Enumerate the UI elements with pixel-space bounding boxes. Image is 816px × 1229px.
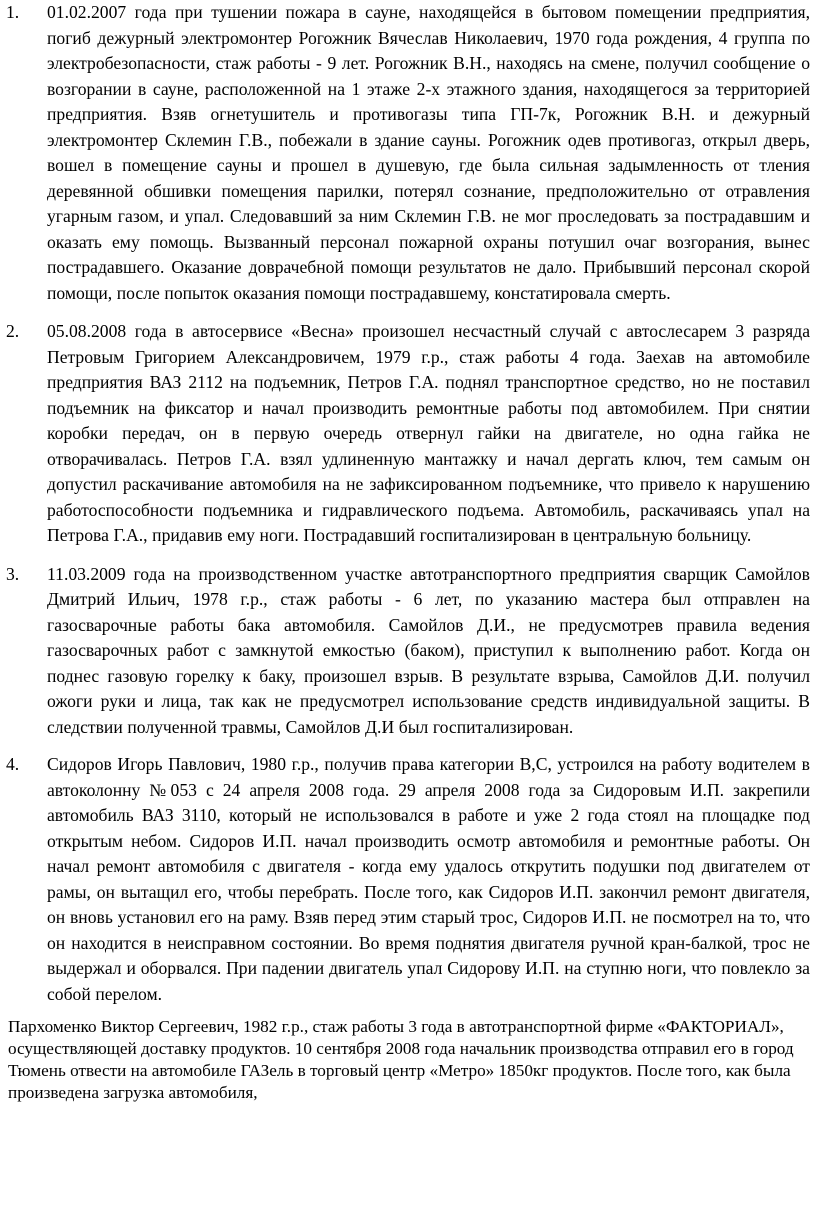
case-description: 11.03.2009 года на производственном участке автотранспортного предприятия сварщик Самойлов Дмитрий Ильич, 1978 г.р., стаж работы - 6 лет, по указанию мастера был отправлен на газосварочные работы бака автомобиля. Самойлов Д.И., не предусмотрев правила ведения газосварочных работ с замкнутой емкостью (баком), приступил к выполнению работ. Когда он поднес газовую горелку к баку, произошел взрыв. В результате взрыва, Самойлов Д.И. получил ожоги руки и лица, так как не предусмотрел использование средств индивидуальной защиты. В следствии полученной травмы, Самойлов Д.И был госпитализирован. — [47, 563, 810, 737]
case-description: 01.02.2007 года при тушении пожара в сауне, находящейся в бытовом помещении предприятия, погиб дежурный электромонтер Рогожник Вячеслав Николаевич, 1970 года рождения, 4 группа по электробезопасности, стаж работы - 9 лет. Рогожник В.Н., находясь на смене, получил сообщение о возгорании в сауне, расположенной на 1 этаже 2-х этажного здания, находящегося за территорией предприятия. Взяв огнетушитель и противогазы типа ГП-7к, Рогожник В.Н. и дежурный электромонтер Склемин Г.В., побежали в здание сауны. Рогожник одев противогаз, открыл дверь, вошел в помещение сауны и прошел в душевую, где была сильная задымленность от тления деревянной обшивки помещения парилки, потерял сознание, предположительно от отравления угарным газом, и упал. Следовавший за ним Склемин Г.В. не мог проследовать за пострадавшим и оказать ему помощь. Вызванный персонал пожарной охраны потушил очаг возгорания, вынес пострадавшего. Оказание доврачебной помощи результатов не дало. Прибывший персонал скорой помощи, после попыток оказания помощи пострадавшему, констатировала смерть. — [47, 2, 810, 303]
tail-paragraph: Пархоменко Виктор Сергеевич, 1982 г.р., стаж работы 3 года в автотранспортной фирме «ФАКТОРИАЛ», осуществляющей доставку продуктов. 10 сентября 2008 года начальник производства отправил его в город Тюмень отвести на автомобиле ГАЗель в торговый центр «Метро» 1850кг продуктов. После того, как была произведена загрузка автомобиля, — [8, 1017, 794, 1102]
list-item-number: 2. — [6, 321, 20, 341]
case-description: Сидоров Игорь Павлович, 1980 г.р., получив права категории В,С, устроился на работу водителем в автоколонну №053 с 24 апреля 2008 года. 29 апреля 2008 года за Сидоровым И.П. закрепили автомобиль ВАЗ 3110, который не использовался в работе и уже 2 года стоял на площадке под открытым небом. Сидоров И.П. начал производить осмотр автомобиля и ремонтные работы. Он начал ремонт автомобиля с двигателя - когда ему удалось открутить подушки под двигателем от рамы, он вытащил его, чтобы перебрать. После того, как Сидоров И.П. закончил ремонт двигателя, он вновь установил его на раму. Взяв перед этим старый трос, Сидоров И.П. не посмотрел на то, что он находится в неисправном состоянии. Во время поднятия двигателя ручной кран-балкой, трос не выдержал и оборвался. При падении двигатель упал Сидорову И.П. на ступню ноги, что повлекло за собой перелом. — [47, 754, 810, 1004]
list-item-number: 4. — [6, 754, 20, 774]
list-item-number: 1. — [6, 2, 20, 22]
list-item — [0, 319, 816, 549]
list-item-number: 3. — [6, 563, 20, 584]
list-item — [0, 0, 816, 306]
case-description: 05.08.2008 года в автосервисе «Весна» произошел несчастный случай с автослесарем 3 разряда Петровым Григорием Александровичем, 1979 г.р., стаж работы 4 года. Заехав на автомобиле предприятия ВАЗ 2112 на подъемник, Петров Г.А. поднял транспортное средство, но не поставил подъемник на фиксатор и начал производить ремонтные работы под автомобилем. При снятии коробки передач, он в первую очередь отвернул гайки на двигателе, но одна гайка не отворачивалась. Петров Г.А. взял удлиненную мантажку и начал дергать ключ, тем самым он допустил раскачивание автомобиля на не зафиксированном подъемнике, что привело к нарушению работоспособности подъемника и гидравлического подъема. Автомобиль, раскачиваясь упал на Петрова Г.А., придавив ему ноги. Пострадавший госпитализирован в центральную больницу. — [47, 321, 810, 545]
list-item — [0, 562, 816, 741]
list-item — [0, 752, 816, 1007]
